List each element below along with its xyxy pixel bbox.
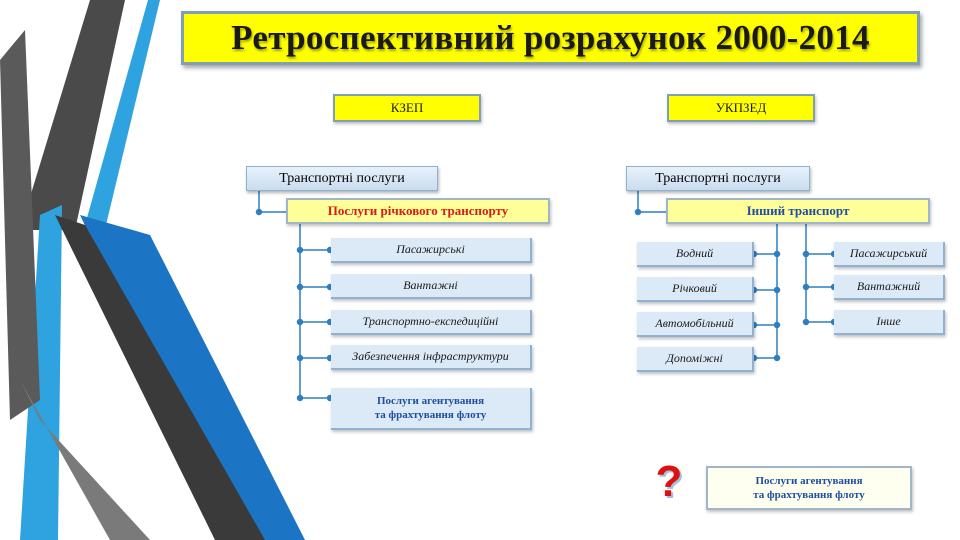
right-subheader: Інший транспорт	[666, 198, 930, 224]
right-item-passenger: Пасажирський	[834, 242, 945, 267]
right-item-automobile: Автомобільний	[637, 312, 754, 337]
left-item-infrastructure: Забезпечення інфраструктури	[331, 345, 532, 370]
tag-ukpzed: УКПЗЕД	[667, 94, 815, 122]
right-item-auxiliary: Допоміжні	[637, 347, 754, 372]
left-subheader: Послуги річкового транспорту	[286, 198, 550, 224]
left-item-forwarding: Транспортно-експедиційні	[331, 310, 532, 335]
page-title: Ретроспективний розрахунок 2000-2014	[181, 11, 920, 65]
right-item-other: Інше	[834, 310, 945, 335]
right-item-river: Річковий	[637, 277, 754, 302]
question-mark: ?	[655, 457, 683, 506]
right-item-water: Водний	[637, 242, 754, 267]
left-item-passenger: Пасажирські	[331, 238, 532, 263]
right-item-cargo: Вантажний	[834, 275, 945, 300]
left-item-cargo: Вантажні	[331, 274, 532, 299]
right-header: Транспортні послуги	[626, 166, 810, 191]
tag-kzep: КЗЕП	[333, 94, 481, 122]
question-agent-box: Послуги агентування та фрахтування флоту	[706, 466, 912, 510]
left-header: Транспортні послуги	[246, 166, 438, 191]
left-item-agent: Послуги агентування та фрахтування флоту	[331, 388, 532, 430]
